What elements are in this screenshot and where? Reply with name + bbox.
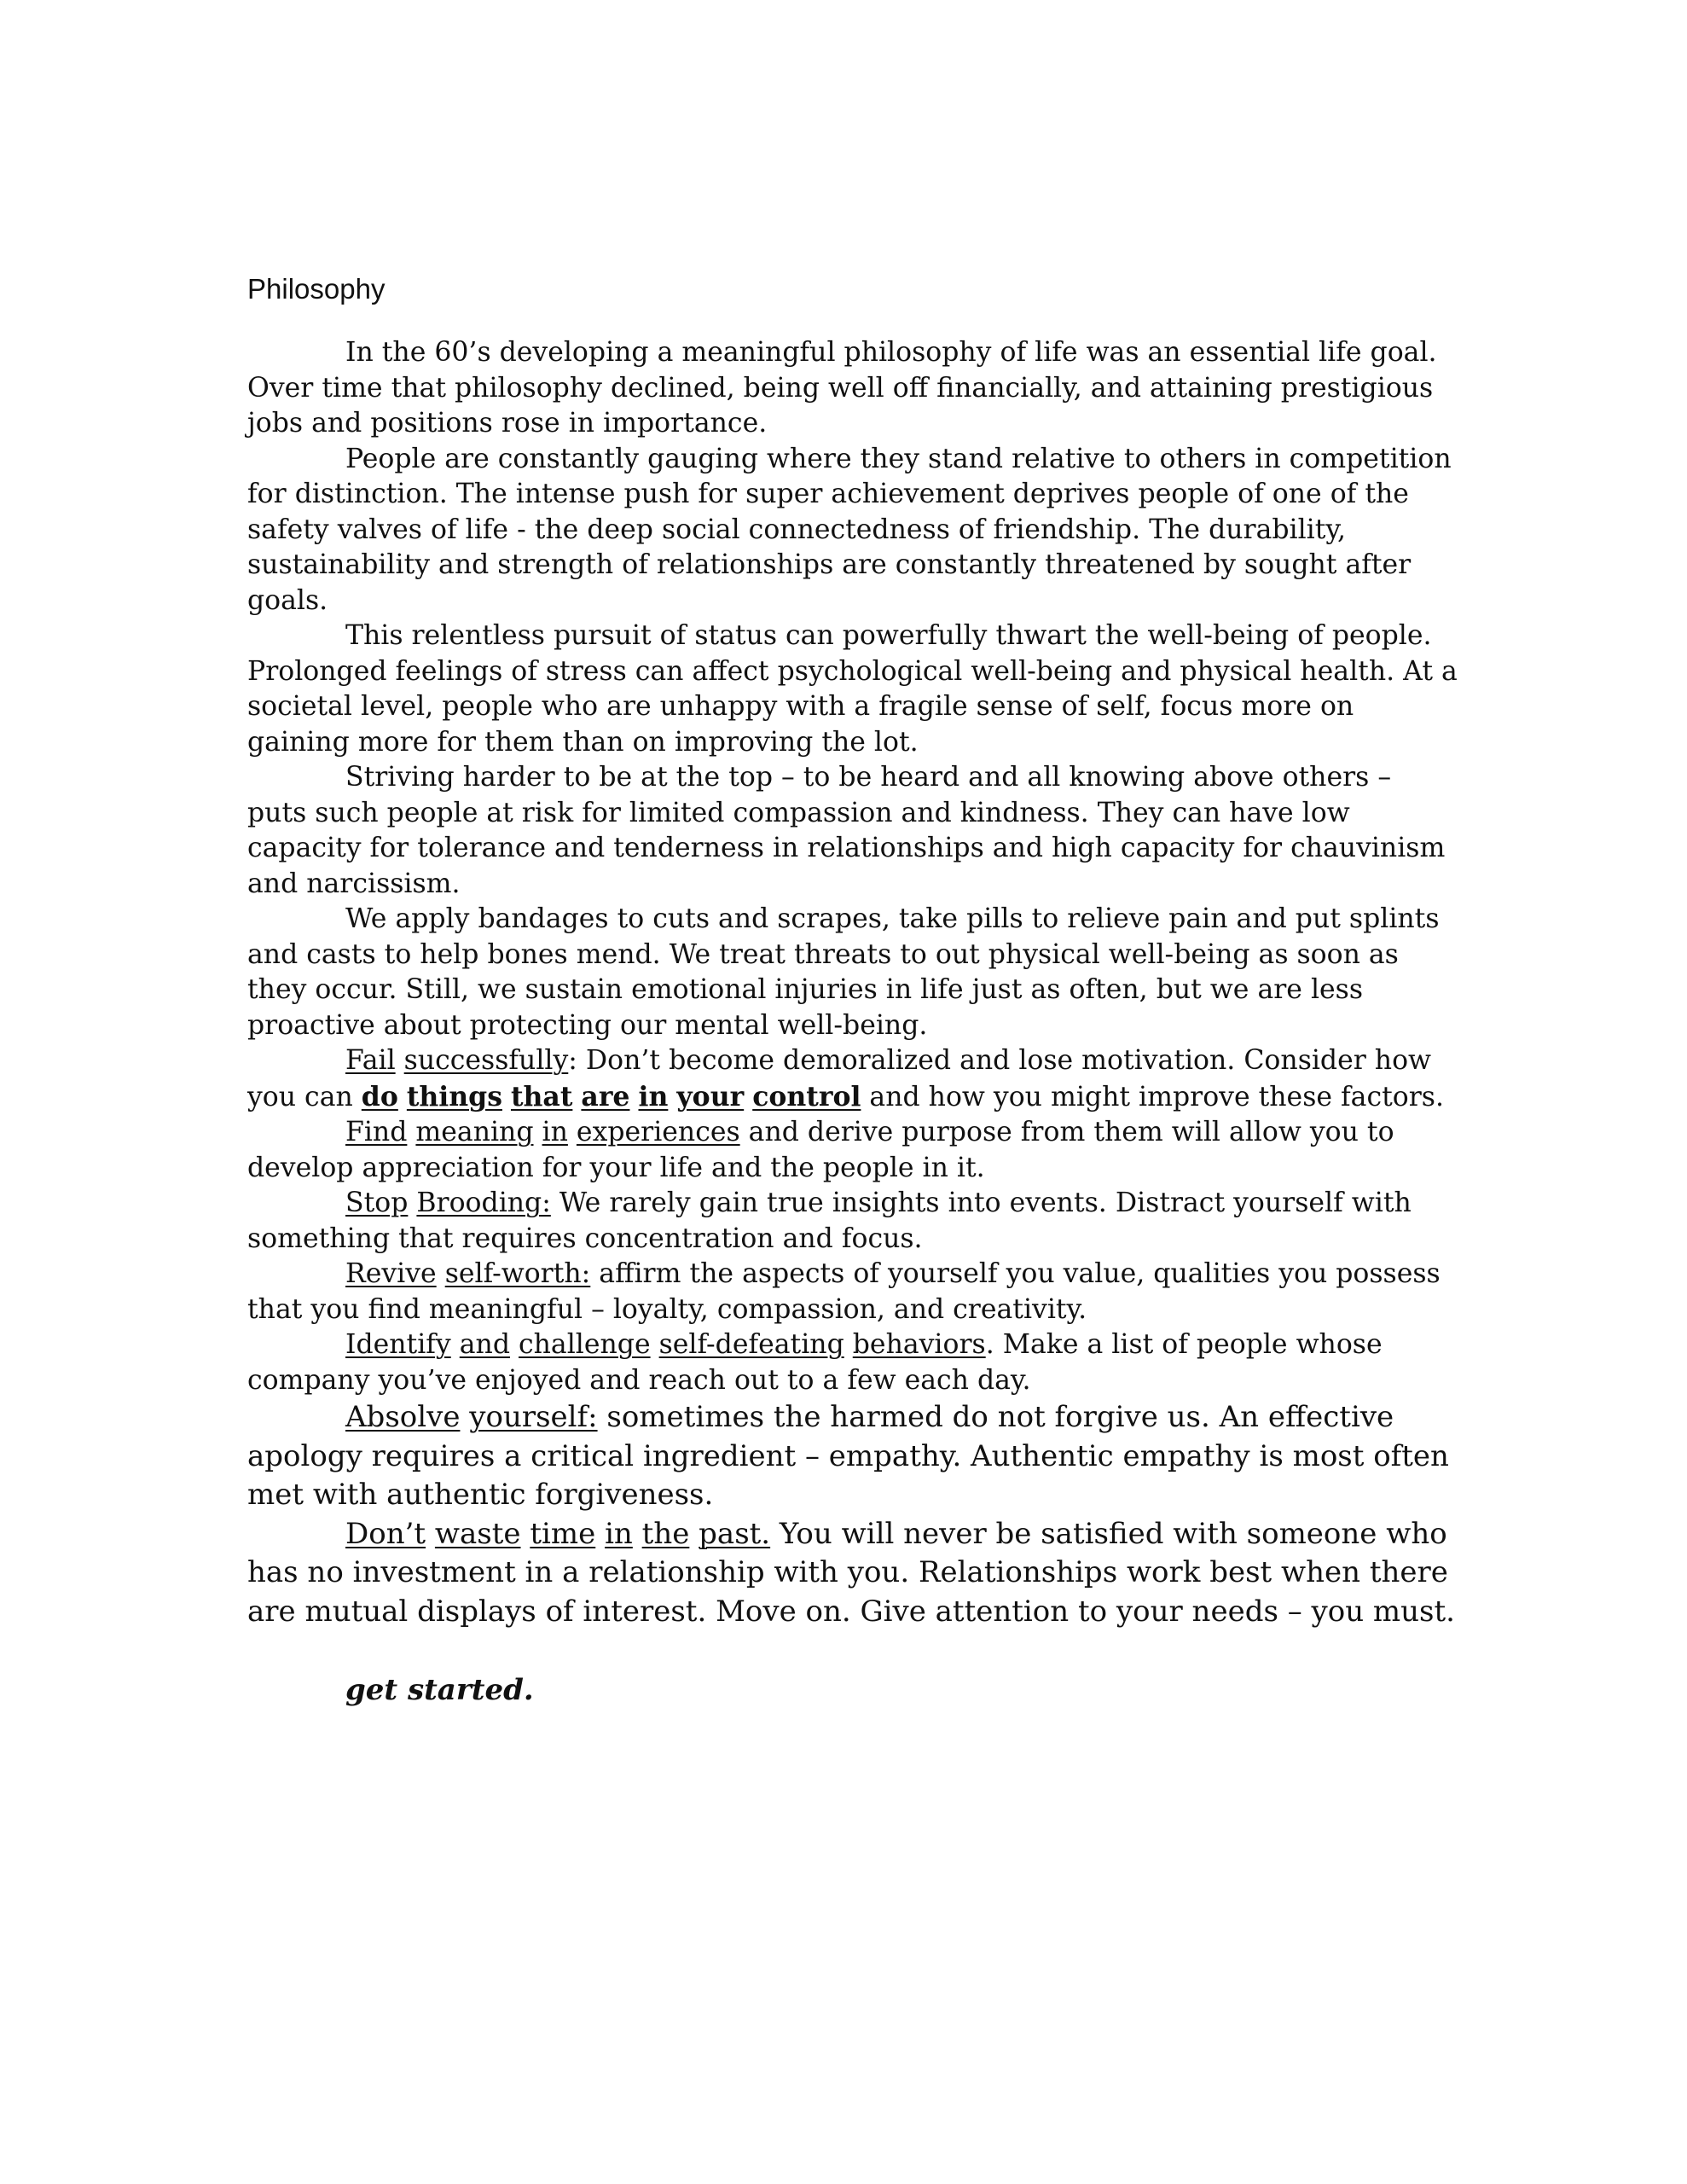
heading-word: experiences bbox=[576, 1117, 740, 1147]
paragraph-stop-brooding bbox=[247, 1186, 1458, 1257]
paragraph-absolve-yourself bbox=[247, 1398, 1458, 1515]
heading-word: time bbox=[530, 1516, 596, 1551]
emphasis-word: do bbox=[361, 1080, 398, 1112]
heading-word: meaning bbox=[415, 1117, 534, 1147]
paragraph-find-meaning bbox=[247, 1115, 1458, 1186]
paragraph-text: affirm the aspects of yourself you value, qualities you possess that you find meaningful – loyalty, compassion, and creativity. bbox=[247, 1258, 1441, 1325]
heading-word: Don’t bbox=[345, 1516, 426, 1551]
paragraph-identify-behaviors bbox=[247, 1327, 1458, 1398]
document-title: Philosophy bbox=[247, 273, 386, 305]
heading-word: Identify bbox=[345, 1329, 451, 1360]
paragraph-text: and derive purpose from them will allow you to develop appreciation for your life and the people in it. bbox=[247, 1117, 1394, 1183]
heading-word: the bbox=[641, 1516, 690, 1551]
heading-word: successfully bbox=[403, 1045, 569, 1076]
paragraph-text: . Make a list of people whose company you’ve enjoyed and reach out to a few each day. bbox=[247, 1329, 1383, 1396]
emphasis-word: your bbox=[676, 1080, 745, 1112]
emphasis-word: control bbox=[752, 1080, 861, 1112]
heading-word: Absolve bbox=[345, 1400, 461, 1434]
paragraph-text: : Don’t become demoralized and lose motivation. Consider how you can bbox=[247, 1045, 1432, 1112]
heading-word: Stop bbox=[345, 1188, 409, 1218]
heading-word: Fail bbox=[345, 1045, 396, 1076]
paragraph-fail-successfully bbox=[247, 1043, 1458, 1115]
paragraph-text: and how you might improve these factors. bbox=[861, 1081, 1444, 1112]
paragraph-3: This relentless pursuit of status can powerfully thwart the well-being of people. Prolonged feelings of stress can affect psychological well-being and physical health. At a societal level, people who are unhappy with a fragile sense of self, focus more on gaining more for them than on improving the lot. bbox=[247, 620, 1458, 758]
emphasis-word: things bbox=[406, 1080, 502, 1112]
heading-word: Brooding: bbox=[416, 1188, 551, 1218]
emphasis-word: in bbox=[638, 1080, 669, 1112]
heading-word: in bbox=[605, 1516, 633, 1551]
heading-word: in bbox=[542, 1117, 568, 1147]
emphasis-word: that bbox=[510, 1080, 573, 1112]
heading-word: Find bbox=[345, 1117, 408, 1147]
paragraph-2: People are constantly gauging where they stand relative to others in competition for distinction. The intense push for super achievement deprives people of one of the safety valves of life - the deep social connectedness of friendship. The durability, sustainability and strength of relationships are constantly threatened by sought after goals. bbox=[247, 443, 1452, 616]
heading-word: waste bbox=[434, 1516, 521, 1551]
heading-word: past. bbox=[699, 1516, 771, 1551]
paragraph-dont-waste-time bbox=[247, 1515, 1458, 1632]
heading-word: challenge bbox=[519, 1329, 651, 1360]
paragraph-revive-self-worth bbox=[247, 1257, 1458, 1327]
paragraph-1: In the 60’s developing a meaningful philosophy of life was an essential life goal. Over time that philosophy declined, being well off financially, and attaining prestigious jobs and positions rose in importance. bbox=[247, 337, 1437, 439]
heading-word: self-defeating bbox=[658, 1329, 844, 1360]
paragraph-4: Striving harder to be at the top – to be heard and all knowing above others – puts such people at risk for limited compassion and kindness. They can have low capacity for tolerance and tenderness in relationships and high capacity for chauvinism and narcissism. bbox=[247, 762, 1446, 899]
heading-word: behaviors bbox=[852, 1329, 986, 1360]
emphasis-word: are bbox=[581, 1080, 630, 1112]
heading-word: self-worth: bbox=[444, 1258, 591, 1289]
heading-word: and bbox=[459, 1329, 510, 1360]
closing-line: get started. bbox=[345, 1672, 534, 1707]
paragraph-text: We rarely gain true insights into events. Distract yourself with something that requires concentration and focus. bbox=[247, 1188, 1412, 1254]
paragraph-text: sometimes the harmed do not forgive us. An effective apology requires a critical ingredient – empathy. Authentic empathy is most often met with authentic forgiveness. bbox=[247, 1400, 1449, 1513]
heading-word: Revive bbox=[345, 1258, 437, 1289]
heading-word: yourself: bbox=[469, 1400, 598, 1434]
document-page bbox=[247, 271, 1458, 1710]
paragraph-5: We apply bandages to cuts and scrapes, take pills to relieve pain and put splints and casts to help bones mend. We treat threats to out physical well-being as soon as they occur. Still, we sustain emotional injuries in life just as often, but we are less proactive about protecting our mental well-being. bbox=[247, 903, 1440, 1041]
paragraph-text: You will never be satisfied with someone who has no investment in a relationship with you. Relationships work best when there are mutual displays of interest. Move on. Give attention to your needs – you must. bbox=[247, 1516, 1455, 1629]
